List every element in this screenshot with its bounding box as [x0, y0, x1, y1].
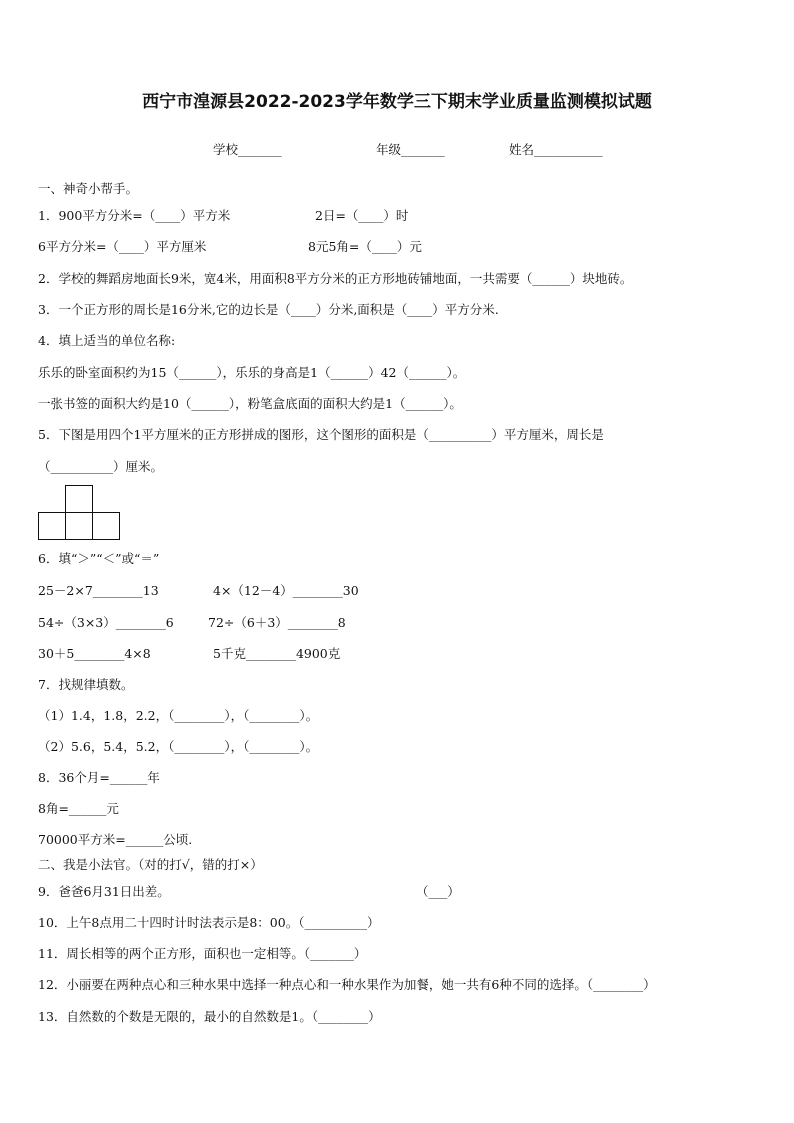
grade-field[interactable]: 年级_______: [376, 142, 445, 157]
question-6d: 72÷（6＋3）________8: [208, 615, 346, 630]
question-7: 7．找规律填数。: [38, 677, 134, 692]
question-9-answer: （___）: [416, 884, 460, 899]
question-1d: 8元5角=（____）元: [308, 239, 422, 254]
question-6a: 25－2×7________13: [38, 583, 159, 598]
name-field[interactable]: 姓名___________: [509, 142, 603, 157]
figure-square-left: [38, 512, 66, 540]
question-4a: 乐乐的卧室面积约为15（______），乐乐的身高是1（______）42（______）。: [38, 365, 466, 380]
question-1c: 6平方分米=（____）平方厘米: [38, 239, 207, 254]
question-13: 13．自然数的个数是无限的，最小的自然数是1。（________）: [38, 1009, 381, 1024]
question-6f: 5千克________4900克: [213, 646, 341, 661]
question-8c: 70000平方米=______公顷.: [38, 832, 193, 847]
section-1-heading: 一、神奇小帮手。: [38, 181, 139, 196]
question-1b: 2日=（____）时: [315, 208, 409, 223]
question-6e: 30＋5________4×8: [38, 646, 151, 661]
question-3: 3．一个正方形的周长是16分米,它的边长是（____）分米,面积是（____）平方分米.: [38, 302, 499, 317]
question-11: 11．周长相等的两个正方形，面积也一定相等。（_______）: [38, 946, 367, 961]
school-field[interactable]: 学校_______: [213, 142, 282, 157]
question-4b: 一张书签的面积大约是10（______），粉笔盒底面的面积大约是1（______）。: [38, 396, 462, 411]
question-1a: 1．900平方分米=（____）平方米: [38, 208, 231, 223]
question-6: 6．填“＞”“＜”或“＝”: [38, 551, 160, 566]
question-8a: 8．36个月=______年: [38, 770, 160, 785]
figure-square-right: [92, 512, 120, 540]
question-9: 9．爸爸6月31日出差。: [38, 884, 170, 899]
question-7-1: （1）1.4，1.8，2.2，（________），（________）。: [38, 708, 319, 723]
figure-square-top: [65, 485, 93, 513]
section-2-heading: 二、我是小法官。（对的打√，错的打×）: [38, 857, 263, 872]
question-10: 10．上午8点用二十四时计时法表示是8：00。（__________）: [38, 915, 380, 930]
question-6b: 4×（12－4）________30: [213, 583, 359, 598]
question-4: 4．填上适当的单位名称:: [38, 333, 176, 348]
question-2: 2．学校的舞蹈房地面长9米，宽4米，用面积8平方分米的正方形地砖铺地面，一共需要（______）块地砖。: [38, 271, 633, 286]
question-6c: 54÷（3×3）________6: [38, 615, 174, 630]
question-5-cont: （__________）厘米。: [38, 459, 164, 474]
question-7-2: （2）5.6，5.4，5.2，（________），（________）。: [38, 739, 319, 754]
question-5: 5．下图是用四个1平方厘米的正方形拼成的图形，这个图形的面积是（__________）平方厘米，周长是: [38, 427, 604, 442]
question-8b: 8角=______元: [38, 801, 119, 816]
page-title: 西宁市湟源县2022-2023学年数学三下期末学业质量监测模拟试题: [142, 92, 652, 112]
question-12: 12．小丽要在两种点心和三种水果中选择一种点心和一种水果作为加餐，她一共有6种不同的选择。（________）: [38, 977, 656, 992]
square-figure: [38, 485, 122, 541]
figure-square-middle: [65, 512, 93, 540]
